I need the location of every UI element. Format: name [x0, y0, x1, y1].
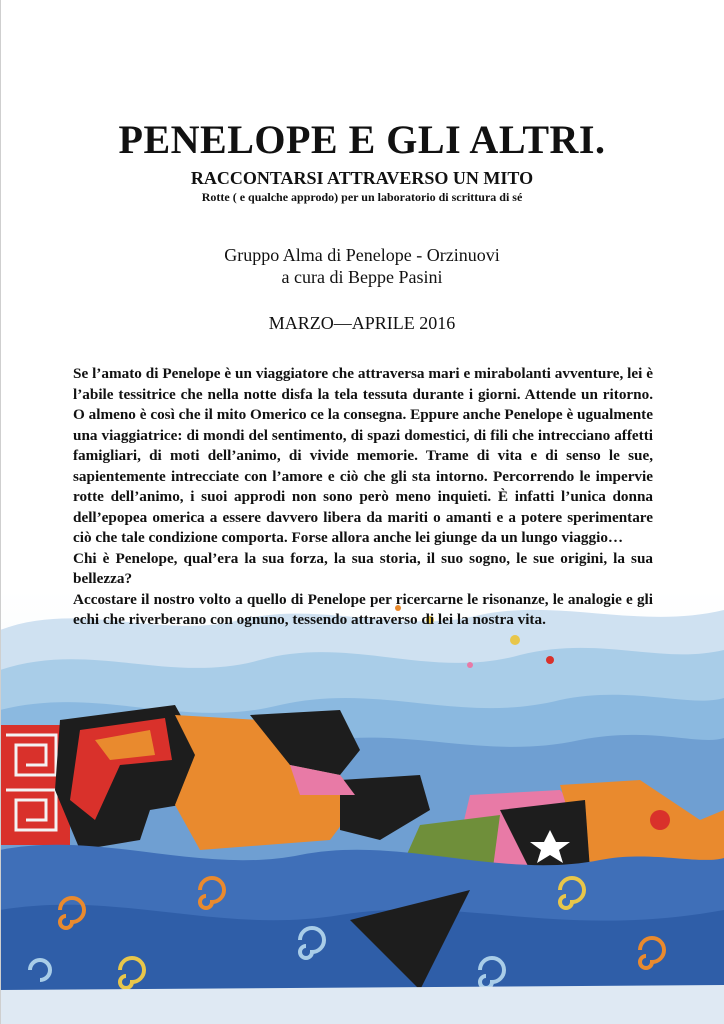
document-title: PENELOPE E GLI ALTRI.: [118, 117, 606, 162]
body-paragraph-1: Se l’amato di Penelope è un viaggiatore che attraversa mari e mirabolanti avventure, lei è l’abile tessitrice che nella notte disfa la tela tessuta durante i giorni. Attende un ritorno. O almeno è così che il mito Omerico ce la consegna. Eppure anche Penelope è ugualmente una viaggiatrice: di mondi del sentimento, di spazi domestici, di fili che intrecciano affetti famigliari, di moti dell’animo, di vivide memorie. Trame di vita e di senso le sue, sapientemente intrecciate con l’amore e ciò che gli sta intorno. Percorrendo le impervie rotte dell’animo, i suoi approdi non sono però meno inquieti. È infatti l’unica donna dell’epopea omerica a essere davvero libera da mariti o amanti e a potere sperimentare ciò che tale condizione comporta. Forse allora anche lei giunge da un lungo viaggio…: [73, 365, 653, 546]
dates-line: MARZO—APRILE 2016: [268, 313, 456, 333]
group-info: [0, 244, 724, 288]
body-paragraph-2: Chi è Penelope, qual’era la sua forza, la sua storia, il suo sogno, le sue origini, la sua bellezza?: [73, 549, 653, 587]
curator-line: a cura di Beppe Pasini: [281, 267, 443, 287]
group-line: Gruppo Alma di Penelope - Orzinuovi: [224, 245, 500, 265]
header: [0, 118, 724, 334]
body-text: [73, 364, 653, 631]
document-tagline: Rotte ( e qualche approdo) per un laboratorio di scrittura di sé: [201, 190, 523, 204]
body-paragraph-3: Accostare il nostro volto a quello di Penelope per ricercarne le risonanze, le analogie e gli echi che riverberano con ognuno, tessendo attraverso di lei la nostra vita.: [73, 590, 653, 628]
document-subtitle: RACCONTARSI ATTRAVERSO UN MITO: [190, 168, 534, 188]
sea-collage-illustration: [0, 590, 724, 1024]
